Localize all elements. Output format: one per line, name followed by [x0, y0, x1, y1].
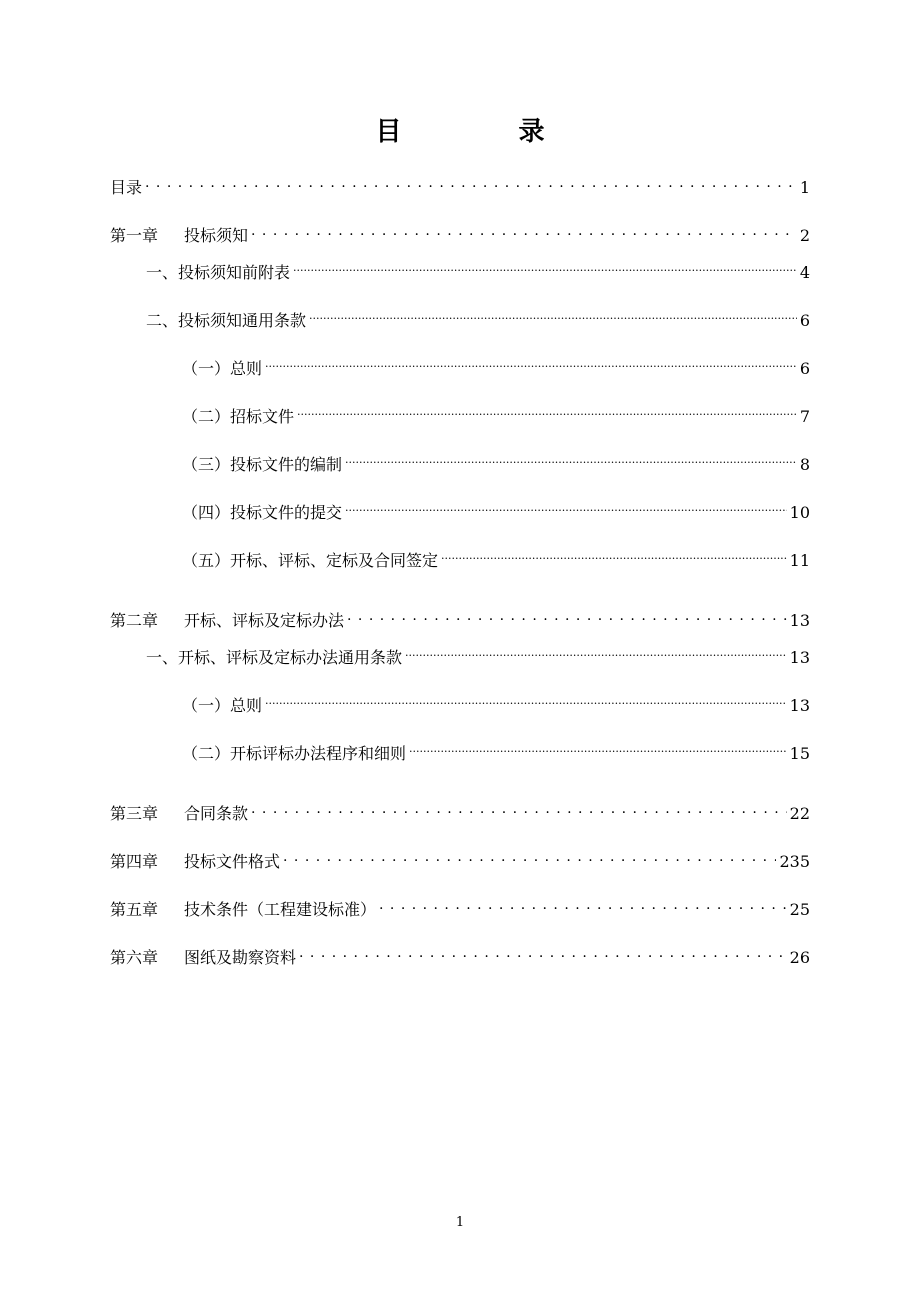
toc-entry-label: 一、开标、评标及定标办法通用条款 — [146, 648, 403, 667]
toc-section-entry[interactable] — [146, 646, 810, 670]
dot-leader — [441, 549, 787, 573]
toc-subsection-entry[interactable] — [182, 357, 810, 381]
toc-entry-page: 15 — [789, 744, 810, 763]
dot-leader — [405, 646, 787, 670]
dot-leader — [309, 309, 797, 333]
chapter-number: 第四章 — [110, 852, 159, 871]
toc-entry-page: 26 — [789, 948, 810, 967]
toc-entry-label — [110, 850, 280, 874]
toc-entry-page: 25 — [789, 900, 810, 919]
toc-entry-page: 6 — [799, 359, 810, 378]
toc-entry-label: （二）招标文件 — [182, 407, 295, 426]
toc-entry-page: 235 — [779, 852, 810, 871]
chapter-title: 技术条件（工程建设标准） — [184, 900, 377, 919]
dot-leader — [347, 609, 787, 633]
toc-entry-label: （一）总则 — [182, 696, 263, 715]
toc-entry-label: （四）投标文件的提交 — [182, 503, 343, 522]
dot-leader — [345, 453, 797, 477]
dot-leader — [345, 501, 787, 525]
dot-leader — [379, 898, 787, 922]
chapter-number: 第五章 — [110, 900, 159, 919]
toc-entry-page: 6 — [799, 311, 810, 330]
chapter-title: 投标文件格式 — [184, 852, 281, 871]
dot-leader — [145, 176, 797, 200]
toc-chapter-entry[interactable] — [110, 224, 810, 248]
toc-section-entry[interactable] — [146, 309, 810, 333]
toc-subsection-entry[interactable] — [182, 742, 810, 766]
toc-entry-label — [110, 898, 376, 922]
chapter-number: 第六章 — [110, 948, 159, 967]
toc-entry-label — [110, 609, 344, 633]
toc-entry-page: 1 — [799, 178, 810, 197]
dot-leader — [409, 742, 787, 766]
toc-subsection-entry[interactable] — [182, 549, 810, 573]
dot-leader — [265, 357, 797, 381]
dot-leader — [297, 405, 797, 429]
toc-entry-label — [110, 802, 248, 826]
toc-chapter-entry[interactable] — [110, 898, 810, 922]
toc-title: 目 录 — [375, 117, 599, 147]
dot-leader — [251, 224, 797, 248]
chapter-number: 第二章 — [110, 611, 159, 630]
dot-leader — [265, 694, 787, 718]
toc-section-entry[interactable] — [146, 261, 810, 285]
toc-chapter-entry[interactable] — [110, 946, 810, 970]
chapter-number: 第三章 — [110, 804, 159, 823]
toc-subsection-entry[interactable] — [182, 405, 810, 429]
chapter-title: 开标、评标及定标办法 — [184, 611, 345, 630]
dot-leader — [293, 261, 797, 285]
chapter-title: 图纸及勘察资料 — [184, 948, 297, 967]
toc-entry-label: 二、投标须知通用条款 — [146, 311, 307, 330]
toc-entry-label — [110, 224, 248, 248]
toc-entry-page: 2 — [799, 226, 810, 245]
toc-subsection-entry[interactable] — [182, 501, 810, 525]
toc-entry-page: 13 — [789, 611, 810, 630]
toc-subsection-entry[interactable] — [182, 694, 810, 718]
dot-leader — [299, 946, 787, 970]
toc-entry-label: （三）投标文件的编制 — [182, 455, 343, 474]
toc-entry-page: 10 — [789, 503, 810, 522]
toc-entry-label: 目录 — [110, 178, 143, 197]
toc-entry-page: 4 — [799, 263, 810, 282]
toc-entry-page: 7 — [799, 407, 810, 426]
toc-chapter-entry[interactable] — [110, 609, 810, 633]
chapter-number: 第一章 — [110, 226, 159, 245]
toc-entry-label: 一、投标须知前附表 — [146, 263, 291, 282]
dot-leader — [251, 802, 787, 826]
toc-chapter-entry[interactable] — [110, 802, 810, 826]
toc-entry-label: （二）开标评标办法程序和细则 — [182, 744, 407, 763]
toc-entry-page: 13 — [789, 648, 810, 667]
toc-entry[interactable] — [110, 176, 810, 200]
chapter-title: 合同条款 — [184, 804, 249, 823]
dot-leader — [283, 850, 776, 874]
toc-entry-label: （五）开标、评标、定标及合同签定 — [182, 551, 439, 570]
toc-entry-page: 11 — [789, 551, 810, 570]
toc-entry-label — [110, 946, 296, 970]
toc-entry-page: 22 — [789, 804, 810, 823]
chapter-title: 投标须知 — [184, 226, 249, 245]
toc-entry-page: 8 — [799, 455, 810, 474]
toc-chapter-entry[interactable] — [110, 850, 810, 874]
toc-subsection-entry[interactable] — [182, 453, 810, 477]
page-number: 1 — [455, 1215, 465, 1230]
toc-entry-label: （一）总则 — [182, 359, 263, 378]
toc-entry-page: 13 — [789, 696, 810, 715]
